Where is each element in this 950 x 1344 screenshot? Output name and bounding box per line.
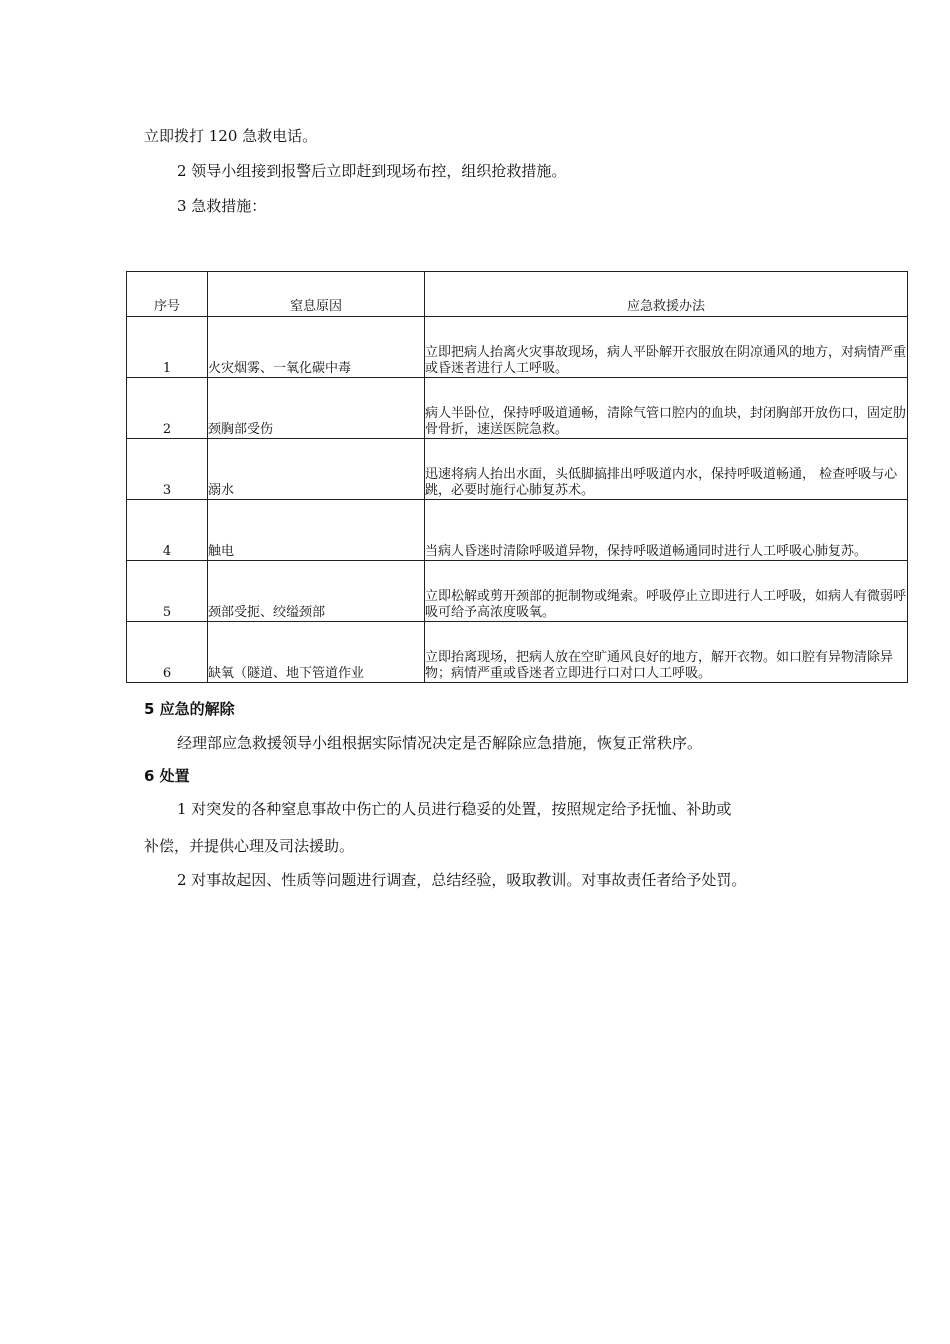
row-method: 立即把病人抬离火灾事故现场，病人平卧解开衣服放在阴凉通风的地方，对病情严重或昏迷者进行人工呼吸。 — [425, 317, 908, 378]
intro-line-1: 立即拨打 120 急救电话。 — [144, 127, 318, 145]
table-row — [127, 500, 908, 561]
row-number: 1 — [127, 317, 208, 378]
row-number: 5 — [127, 561, 208, 622]
row-cause: 颈胸部受伤 — [208, 378, 425, 439]
intro-line-2: 2 领导小组接到报警后立即赶到现场布控，组织抢救措施。 — [177, 162, 567, 180]
row-number: 3 — [127, 439, 208, 500]
row-cause: 缺氧（隧道、地下管道作业 — [208, 622, 425, 683]
row-method: 立即松解或剪开颈部的扼制物或绳索。呼吸停止立即进行人工呼吸，如病人有微弱呼吸可给予高浓度吸氧。 — [425, 561, 908, 622]
row-cause: 火灾烟雾、一氧化碳中毒 — [208, 317, 425, 378]
section-6-item-1-line-1: 1 对突发的各种窒息事故中伤亡的人员进行稳妥的处置，按照规定给予抚恤、补助或 — [177, 800, 732, 818]
section-5-body: 经理部应急救援领导小组根据实际情况决定是否解除应急措施，恢复正常秩序。 — [177, 734, 703, 752]
table-row — [127, 439, 908, 500]
header-seq: 序号 — [127, 272, 208, 317]
row-number: 4 — [127, 500, 208, 561]
row-method: 迅速将病人抬出水面，头低脚搞排出呼吸道内水，保持呼吸道畅通， 检查呼吸与心跳，必要时施行心肺复苏术。 — [425, 439, 908, 500]
rescue-table — [126, 271, 908, 683]
header-cause: 窒息原因 — [208, 272, 425, 317]
row-cause: 触电 — [208, 500, 425, 561]
section-6-item-2: 2 对事故起因、性质等问题进行调查，总结经验，吸取教训。对事故责任者给予处罚。 — [177, 871, 747, 889]
intro-line-3: 3 急救措施： — [177, 197, 267, 215]
row-method: 立即抬离现场，把病人放在空旷通风良好的地方，解开衣物。如口腔有异物清除异物；病情严重或昏迷者立即进行口对口人工呼吸。 — [425, 622, 908, 683]
row-cause: 溺水 — [208, 439, 425, 500]
row-method: 当病人昏迷时清除呼吸道异物，保持呼吸道畅通同时进行人工呼吸心肺复苏。 — [425, 500, 908, 561]
table-header-row — [127, 272, 908, 317]
row-cause: 颈部受扼、绞缢颈部 — [208, 561, 425, 622]
table-row — [127, 378, 908, 439]
section-6-title: 6 处置 — [144, 767, 190, 785]
table-row — [127, 622, 908, 683]
row-number: 2 — [127, 378, 208, 439]
section-6-item-1-line-2: 补偿，并提供心理及司法援助。 — [144, 837, 355, 855]
section-5-title: 5 应急的解除 — [144, 700, 235, 718]
row-method: 病人半卧位，保持呼吸道通畅，清除气管口腔内的血块，封闭胸部开放伤口，固定肋骨骨折，速送医院急救。 — [425, 378, 908, 439]
table-row — [127, 561, 908, 622]
row-number: 6 — [127, 622, 208, 683]
table-row — [127, 317, 908, 378]
header-method: 应急救援办法 — [425, 272, 908, 317]
